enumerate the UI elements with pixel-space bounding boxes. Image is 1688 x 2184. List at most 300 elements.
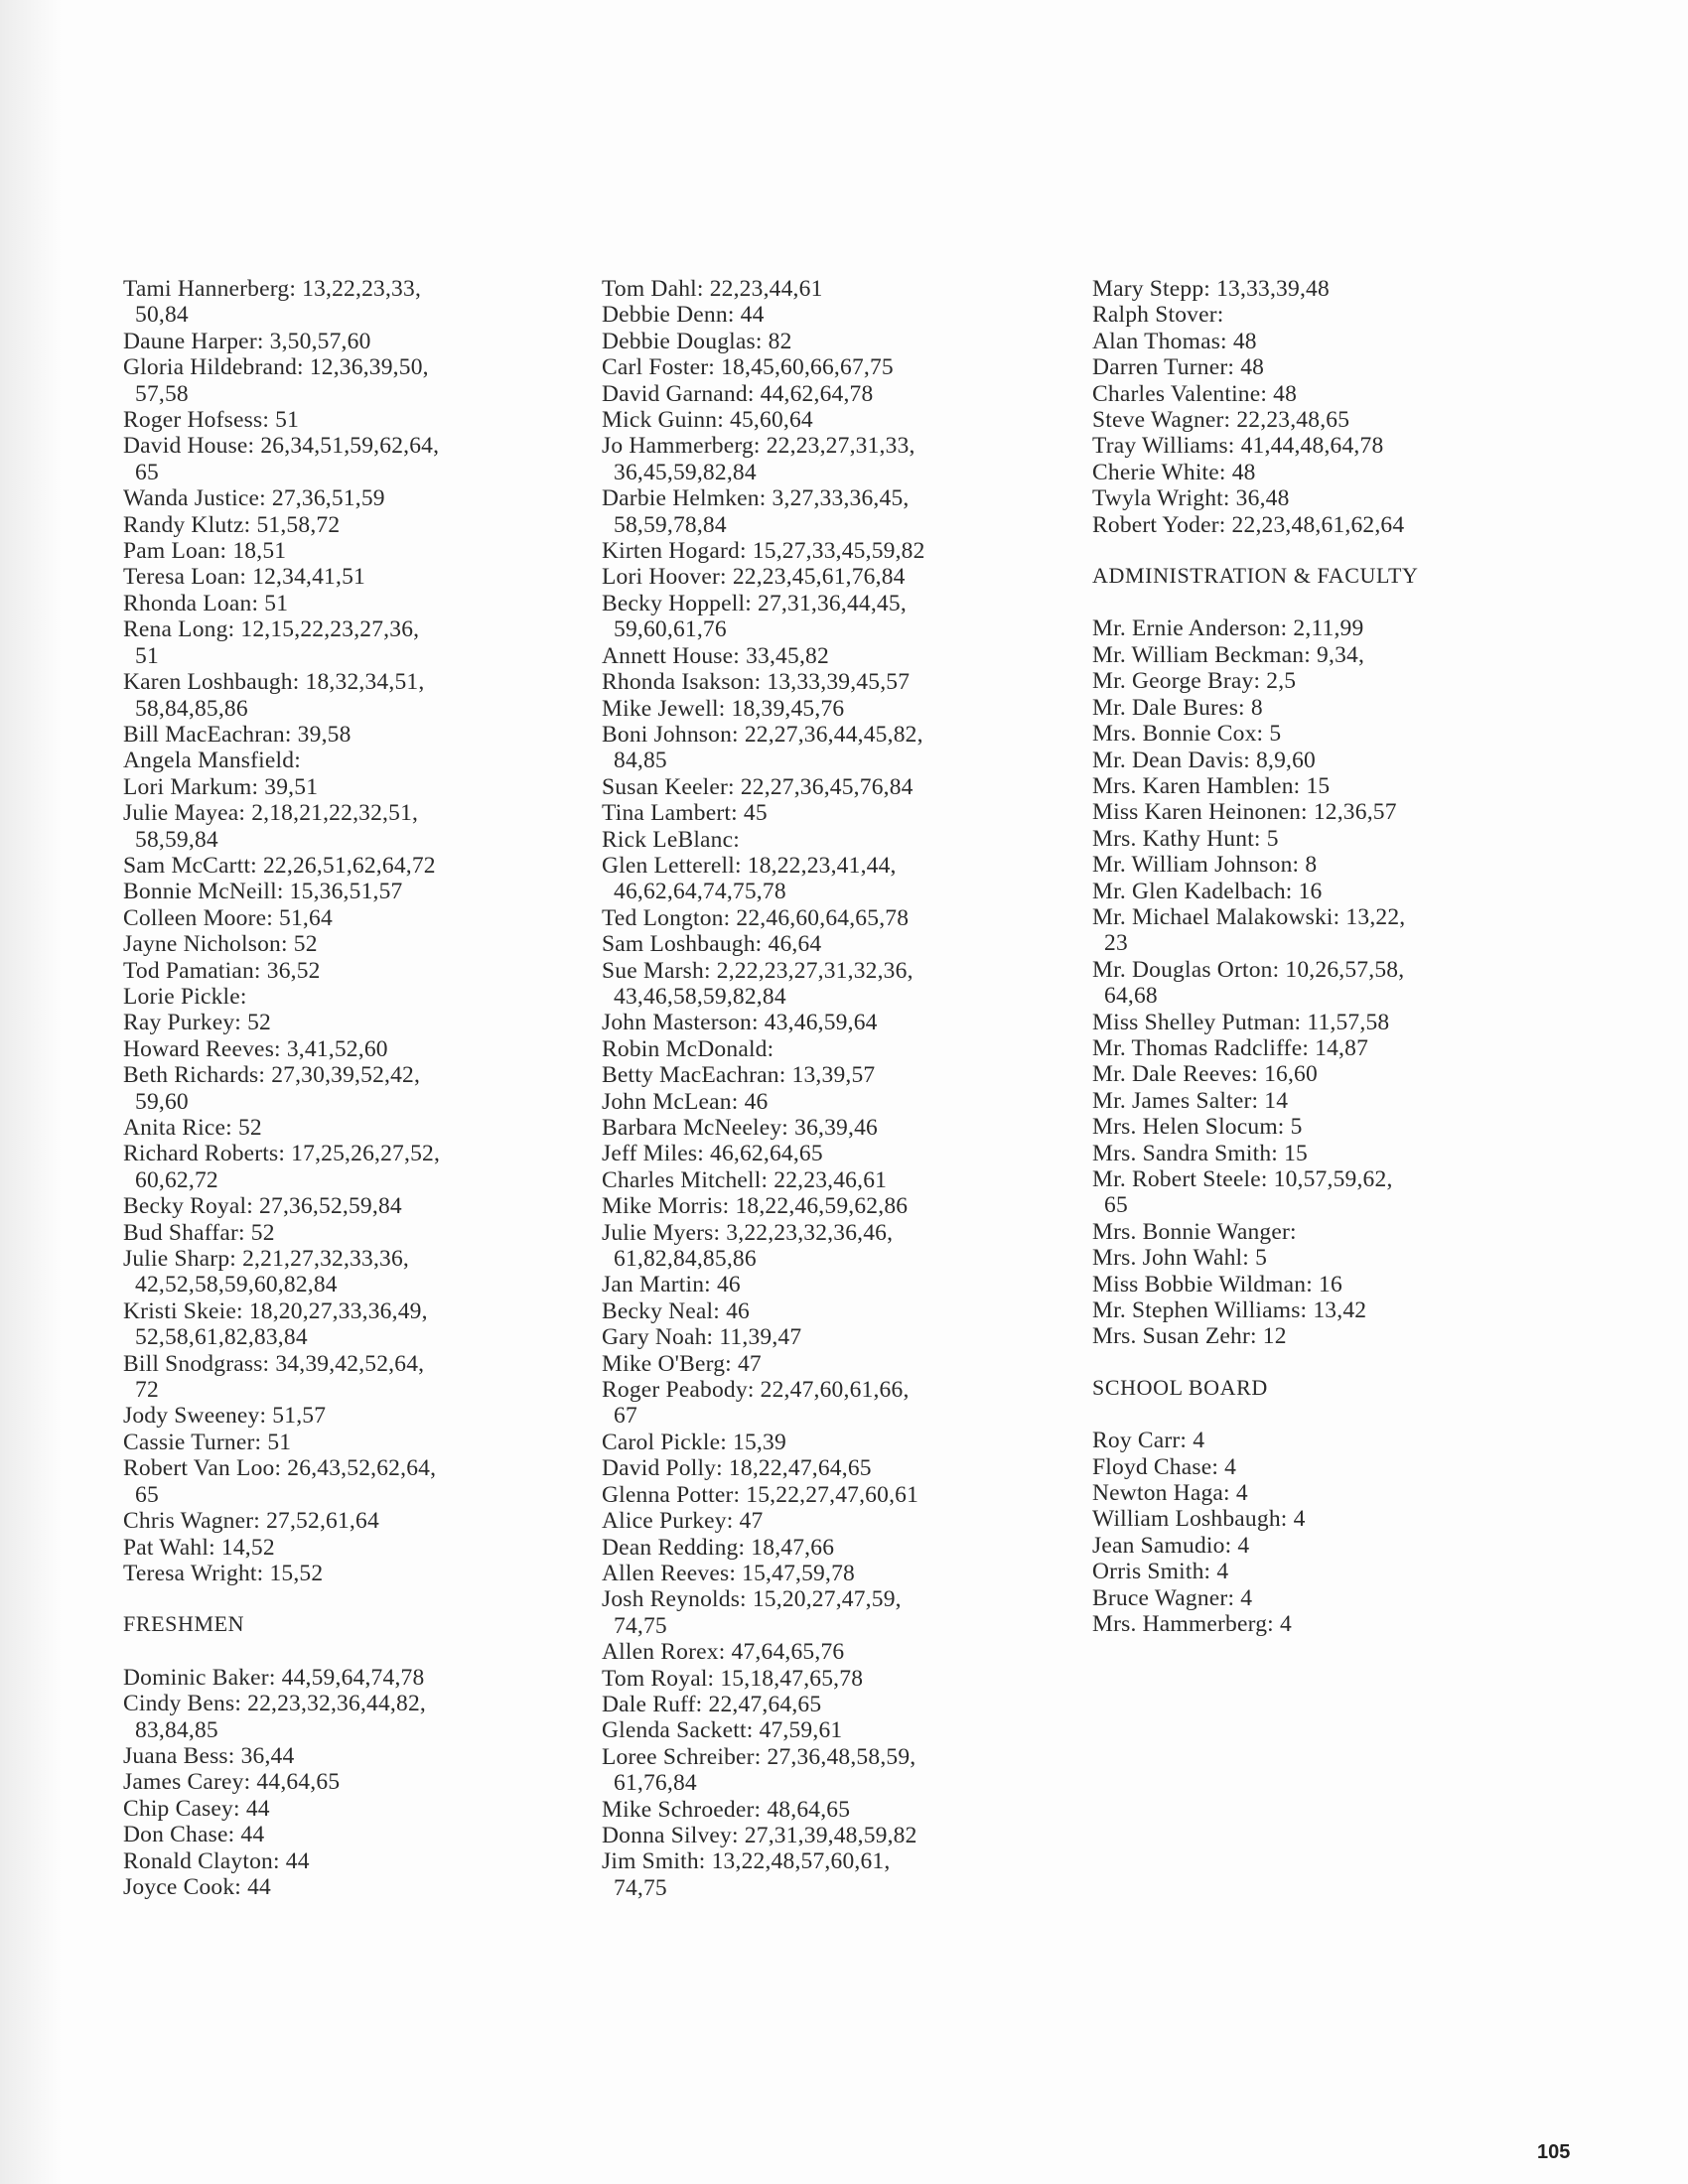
entry-line: Ronald Clayton: 44 xyxy=(123,1847,310,1874)
entry-line: Jody Sweeney: 51,57 xyxy=(123,1403,327,1430)
entry-line: John Masterson: 43,46,59,64 xyxy=(602,1010,878,1036)
entry-line: Jo Hammerberg: 22,23,27,31,33, xyxy=(602,433,915,460)
index-entry xyxy=(602,905,1068,931)
entry-line: Rick LeBlanc: xyxy=(602,826,740,853)
entry-line: Loree Schreiber: 27,36,48,58,59, xyxy=(602,1743,916,1770)
entry-line: Pat Wahl: 14,52 xyxy=(123,1534,275,1561)
entry-continuation: 74,75 xyxy=(614,1874,667,1901)
index-entry xyxy=(602,1455,1068,1481)
index-entry xyxy=(602,958,1068,1011)
entry-line: Bruce Wagner: 4 xyxy=(1092,1584,1253,1611)
index-entry xyxy=(1092,302,1549,328)
index-entry xyxy=(123,485,590,511)
entry-line: Mr. William Beckman: 9,34, xyxy=(1092,641,1365,668)
entry-line: Tina Lambert: 45 xyxy=(602,800,768,827)
entry-line: Tray Williams: 41,44,48,64,78 xyxy=(1092,433,1384,460)
entry-line: Jeff Miles: 46,62,64,65 xyxy=(602,1141,823,1167)
entry-line: Mr. Michael Malakowski: 13,22, xyxy=(1092,903,1406,930)
entry-line: James Carey: 44,64,65 xyxy=(123,1769,341,1796)
entry-continuation: 65 xyxy=(135,1481,159,1508)
index-entry xyxy=(602,1586,1068,1639)
entry-line: Sam Loshbaugh: 46,64 xyxy=(602,931,822,958)
entry-line: Mr. William Johnson: 8 xyxy=(1092,852,1318,879)
index-entry xyxy=(1092,407,1549,433)
index-entry xyxy=(123,931,590,957)
index-entry xyxy=(1092,1297,1549,1323)
entry-line: Mr. Douglas Orton: 10,26,57,58, xyxy=(1092,956,1405,983)
index-entry xyxy=(1092,799,1549,825)
index-entry xyxy=(123,958,590,984)
index-entry xyxy=(1092,1114,1549,1140)
entry-line: Steve Wagner: 22,23,48,65 xyxy=(1092,407,1350,434)
index-entry xyxy=(123,722,590,748)
entry-line: Mrs. Helen Slocum: 5 xyxy=(1092,1114,1303,1141)
entry-line: Mike Morris: 18,22,46,59,62,86 xyxy=(602,1193,909,1220)
index-entry xyxy=(602,800,1068,826)
index-entry xyxy=(602,774,1068,800)
index-entry xyxy=(602,1272,1068,1297)
entry-line: Angela Mansfield: xyxy=(123,748,301,774)
entry-line: Mike O'Berg: 47 xyxy=(602,1350,762,1377)
entry-line: Mike Jewell: 18,39,45,76 xyxy=(602,695,845,722)
entry-line: Rena Long: 12,15,22,23,27,36, xyxy=(123,616,420,643)
index-entry xyxy=(123,616,590,669)
entry-line: Newton Haga: 4 xyxy=(1092,1480,1248,1507)
entry-line: Sam McCartt: 22,26,51,62,64,72 xyxy=(123,852,436,879)
entry-line: Mr. George Bray: 2,5 xyxy=(1092,668,1297,695)
index-entry xyxy=(123,905,590,931)
entry-line: Mr. Dean Davis: 8,9,60 xyxy=(1092,747,1317,773)
index-entry xyxy=(123,512,590,538)
entry-line: David House: 26,34,51,59,62,64, xyxy=(123,433,440,460)
entry-line: Tom Royal: 15,18,47,65,78 xyxy=(602,1665,864,1692)
index-entry xyxy=(1092,512,1549,538)
index-entry xyxy=(123,538,590,564)
index-entry xyxy=(1092,826,1549,852)
entry-line: Bud Shaffar: 52 xyxy=(123,1219,275,1246)
entry-line: Beth Richards: 27,30,39,52,42, xyxy=(123,1062,421,1089)
entry-line: Debbie Douglas: 82 xyxy=(602,328,792,354)
entry-line: Kristi Skeie: 18,20,27,33,36,49, xyxy=(123,1297,428,1324)
entry-line: Mike Schroeder: 48,64,65 xyxy=(602,1796,851,1823)
entry-line: Glenna Potter: 15,22,27,47,60,61 xyxy=(602,1481,919,1508)
entry-line: Julie Mayea: 2,18,21,22,32,51, xyxy=(123,800,419,827)
index-entry xyxy=(602,1692,1068,1717)
entry-continuation: 60,62,72 xyxy=(135,1166,218,1193)
entry-line: Randy Klutz: 51,58,72 xyxy=(123,511,341,538)
index-entry xyxy=(1092,460,1549,485)
index-column-3 xyxy=(1092,276,1549,1638)
index-entry xyxy=(602,1351,1068,1377)
entry-line: Kirten Hogard: 15,27,33,45,59,82 xyxy=(602,538,925,565)
index-entry xyxy=(1092,1219,1549,1245)
index-entry xyxy=(123,591,590,616)
index-entry xyxy=(602,538,1068,564)
index-entry xyxy=(1092,1010,1549,1035)
entry-line: Anita Rice: 52 xyxy=(123,1115,262,1141)
section-heading: ADMINISTRATION & FACULTY xyxy=(1092,563,1419,589)
index-entry xyxy=(602,1508,1068,1534)
index-entry xyxy=(602,433,1068,485)
index-entry xyxy=(1092,1533,1549,1559)
index-entry xyxy=(1092,1506,1549,1532)
entry-line: Debbie Denn: 44 xyxy=(602,302,765,329)
index-entry xyxy=(123,1455,590,1508)
entry-line: Sue Marsh: 2,22,23,27,31,32,36, xyxy=(602,957,914,984)
entry-line: Mrs. Sandra Smith: 15 xyxy=(1092,1140,1309,1166)
entry-line: Mr. Ernie Anderson: 2,11,99 xyxy=(1092,615,1364,642)
entry-line: Wanda Justice: 27,36,51,59 xyxy=(123,485,385,512)
index-entry xyxy=(1092,695,1549,721)
index-entry xyxy=(602,1193,1068,1219)
entry-line: Bonnie McNeill: 15,36,51,57 xyxy=(123,879,403,905)
index-entry xyxy=(123,1403,590,1429)
entry-continuation: 83,84,85 xyxy=(135,1716,218,1743)
entry-line: Mr. Robert Steele: 10,57,59,62, xyxy=(1092,1166,1393,1192)
index-entry xyxy=(123,1246,590,1298)
index-entry xyxy=(123,407,590,433)
entry-line: Roger Hofsess: 51 xyxy=(123,407,300,434)
index-entry xyxy=(123,1141,590,1193)
index-entry xyxy=(123,1508,590,1534)
index-entry xyxy=(123,774,590,800)
index-entry xyxy=(602,1823,1068,1848)
entry-line: Bill MacEachran: 39,58 xyxy=(123,721,352,748)
index-entry xyxy=(602,1115,1068,1141)
index-entry xyxy=(1092,1585,1549,1611)
index-entry xyxy=(602,853,1068,905)
entry-continuation: 52,58,61,82,83,84 xyxy=(135,1324,308,1351)
index-entry xyxy=(602,1639,1068,1665)
index-entry xyxy=(123,1115,590,1141)
entry-line: Mrs. Susan Zehr: 12 xyxy=(1092,1323,1287,1350)
index-entry xyxy=(123,853,590,879)
index-entry xyxy=(602,329,1068,354)
entry-continuation: 65 xyxy=(1104,1192,1128,1219)
entry-line: Mr. Dale Reeves: 16,60 xyxy=(1092,1061,1318,1088)
index-entry xyxy=(123,1796,590,1822)
entry-line: Robert Van Loo: 26,43,52,62,64, xyxy=(123,1455,437,1482)
entry-line: Ted Longton: 22,46,60,64,65,78 xyxy=(602,904,910,931)
entry-line: Donna Silvey: 27,31,39,48,59,82 xyxy=(602,1822,917,1848)
index-entry xyxy=(1092,1323,1549,1349)
index-entry xyxy=(123,1665,590,1691)
entry-line: Mr. Thomas Radcliffe: 14,87 xyxy=(1092,1034,1369,1061)
index-column-2 xyxy=(602,276,1068,1901)
entry-line: Glen Letterell: 18,22,23,41,44, xyxy=(602,852,897,879)
index-entry xyxy=(602,302,1068,328)
index-entry xyxy=(1092,1061,1549,1087)
entry-line: Becky Hoppell: 27,31,36,44,45, xyxy=(602,590,907,616)
entry-line: David Polly: 18,22,47,64,65 xyxy=(602,1455,872,1482)
entry-line: Charles Valentine: 48 xyxy=(1092,380,1298,407)
index-entry xyxy=(123,1036,590,1062)
entry-line: Roger Peabody: 22,47,60,61,66, xyxy=(602,1377,910,1404)
entry-line: Don Chase: 44 xyxy=(123,1822,265,1848)
entry-line: Darren Turner: 48 xyxy=(1092,354,1265,381)
entry-line: Miss Karen Heinonen: 12,36,57 xyxy=(1092,799,1397,826)
entry-line: Mrs. John Wahl: 5 xyxy=(1092,1245,1268,1272)
index-entry xyxy=(602,407,1068,433)
entry-continuation: 61,82,84,85,86 xyxy=(614,1246,757,1273)
entry-line: Betty MacEachran: 13,39,57 xyxy=(602,1062,876,1089)
section-heading: SCHOOL BOARD xyxy=(1092,1374,1268,1400)
entry-line: Lori Markum: 39,51 xyxy=(123,773,319,800)
index-entry xyxy=(1092,1428,1549,1453)
index-entry xyxy=(602,381,1068,407)
index-entry xyxy=(1092,615,1549,641)
section-heading: FRESHMEN xyxy=(123,1611,245,1637)
entry-line: Jean Samudio: 4 xyxy=(1092,1532,1250,1559)
entry-line: Mrs. Bonnie Cox: 5 xyxy=(1092,721,1282,748)
index-entry xyxy=(1092,721,1549,747)
entry-continuation: 72 xyxy=(135,1377,159,1404)
index-entry xyxy=(602,1010,1068,1035)
entry-line: Tod Pamatian: 36,52 xyxy=(123,957,321,984)
index-entry xyxy=(1092,276,1549,302)
entry-line: Howard Reeves: 3,41,52,60 xyxy=(123,1035,388,1062)
entry-line: Rhonda Isakson: 13,33,39,45,57 xyxy=(602,669,911,696)
entry-line: Chip Casey: 44 xyxy=(123,1795,270,1822)
entry-line: Chris Wagner: 27,52,61,64 xyxy=(123,1508,379,1535)
index-entry xyxy=(602,276,1068,302)
index-entry xyxy=(1092,957,1549,1010)
entry-line: Darbie Helmken: 3,27,33,36,45, xyxy=(602,485,910,512)
entry-line: Julie Myers: 3,22,23,32,36,46, xyxy=(602,1219,894,1246)
index-entry xyxy=(602,1717,1068,1743)
entry-line: Richard Roberts: 17,25,26,27,52, xyxy=(123,1141,441,1167)
page-number: 105 xyxy=(1537,2141,1571,2163)
index-entry xyxy=(123,1430,590,1455)
entry-line: Twyla Wright: 36,48 xyxy=(1092,485,1290,512)
index-entry xyxy=(1092,904,1549,957)
entry-line: Cherie White: 48 xyxy=(1092,459,1256,485)
index-entry xyxy=(123,1691,590,1743)
entry-continuation: 59,60 xyxy=(135,1088,189,1115)
entry-line: Mr. Stephen Williams: 13,42 xyxy=(1092,1297,1367,1324)
entry-line: Carol Pickle: 15,39 xyxy=(602,1429,786,1455)
entry-continuation: 58,59,78,84 xyxy=(614,511,727,538)
entry-line: Roy Carr: 4 xyxy=(1092,1428,1205,1454)
index-entry xyxy=(1092,773,1549,799)
index-entry xyxy=(602,564,1068,590)
index-entry xyxy=(1092,1272,1549,1297)
entry-continuation: 74,75 xyxy=(614,1612,667,1639)
entry-line: Mrs. Karen Hamblen: 15 xyxy=(1092,772,1331,799)
entry-line: Colleen Moore: 51,64 xyxy=(123,904,333,931)
entry-continuation: 23 xyxy=(1104,930,1128,957)
entry-line: David Garnand: 44,62,64,78 xyxy=(602,380,874,407)
entry-line: Dale Ruff: 22,47,64,65 xyxy=(602,1691,822,1717)
entry-line: Mrs. Hammerberg: 4 xyxy=(1092,1611,1292,1638)
index-entry xyxy=(602,1535,1068,1561)
index-entry xyxy=(1092,668,1549,694)
index-entry xyxy=(1092,1480,1549,1506)
entry-continuation: 43,46,58,59,82,84 xyxy=(614,983,786,1010)
scan-shadow xyxy=(0,0,62,2184)
entry-line: Julie Sharp: 2,21,27,32,33,36, xyxy=(123,1246,409,1273)
index-entry xyxy=(1092,1611,1549,1637)
entry-line: Miss Shelley Putman: 11,57,58 xyxy=(1092,1009,1390,1035)
entry-line: Orris Smith: 4 xyxy=(1092,1559,1229,1585)
index-entry xyxy=(1092,485,1549,511)
index-entry xyxy=(123,1220,590,1246)
index-entry xyxy=(123,1535,590,1561)
entry-line: Robert Yoder: 22,23,48,61,62,64 xyxy=(1092,511,1405,538)
entry-line: Boni Johnson: 22,27,36,44,45,82, xyxy=(602,721,923,748)
entry-line: Carl Foster: 18,45,60,66,67,75 xyxy=(602,354,894,381)
index-entry xyxy=(602,1220,1068,1273)
entry-line: William Loshbaugh: 4 xyxy=(1092,1506,1306,1533)
index-entry xyxy=(123,276,590,329)
index-entry xyxy=(602,827,1068,853)
index-entry xyxy=(123,1848,590,1874)
index-entry xyxy=(602,485,1068,538)
entry-line: Becky Neal: 46 xyxy=(602,1297,750,1324)
entry-line: Gloria Hildebrand: 12,36,39,50, xyxy=(123,354,429,381)
index-entry xyxy=(602,1848,1068,1901)
index-entry xyxy=(602,696,1068,722)
entry-line: Cindy Bens: 22,23,32,36,44,82, xyxy=(123,1691,426,1717)
index-entry xyxy=(123,433,590,485)
entry-line: Karen Loshbaugh: 18,32,34,51, xyxy=(123,669,425,696)
entry-line: Mr. Dale Bures: 8 xyxy=(1092,694,1263,721)
entry-line: Teresa Loan: 12,34,41,51 xyxy=(123,564,365,591)
index-entry xyxy=(1092,354,1549,380)
index-entry xyxy=(602,1797,1068,1823)
index-entry xyxy=(602,1167,1068,1193)
entry-line: Jayne Nicholson: 52 xyxy=(123,931,318,958)
entry-line: Rhonda Loan: 51 xyxy=(123,590,289,616)
index-entry xyxy=(602,591,1068,643)
index-entry xyxy=(123,1822,590,1847)
entry-line: Glenda Sackett: 47,59,61 xyxy=(602,1717,843,1744)
index-entry xyxy=(1092,381,1549,407)
entry-line: Dominic Baker: 44,59,64,74,78 xyxy=(123,1664,425,1691)
entry-line: Dean Redding: 18,47,66 xyxy=(602,1534,835,1561)
index-entry xyxy=(123,984,590,1010)
index-entry xyxy=(1092,1035,1549,1061)
entry-line: Gary Noah: 11,39,47 xyxy=(602,1324,802,1351)
entry-line: Ralph Stover: xyxy=(1092,302,1224,329)
entry-continuation: 59,60,61,76 xyxy=(614,616,727,643)
index-entry xyxy=(1092,852,1549,878)
index-entry xyxy=(602,669,1068,695)
entry-line: John McLean: 46 xyxy=(602,1088,769,1115)
entry-line: Bill Snodgrass: 34,39,42,52,64, xyxy=(123,1350,425,1377)
index-entry xyxy=(1092,1245,1549,1271)
index-entry xyxy=(602,354,1068,380)
index-entry xyxy=(602,1062,1068,1088)
index-entry xyxy=(123,1769,590,1795)
index-entry xyxy=(123,748,590,773)
index-entry xyxy=(123,564,590,590)
index-entry xyxy=(602,931,1068,957)
index-entry xyxy=(123,1874,590,1900)
index-entry xyxy=(123,329,590,354)
entry-line: Daune Harper: 3,50,57,60 xyxy=(123,328,371,354)
entry-line: Allen Rorex: 47,64,65,76 xyxy=(602,1639,845,1666)
index-entry xyxy=(602,643,1068,669)
index-entry xyxy=(123,1561,590,1586)
entry-continuation: 36,45,59,82,84 xyxy=(614,459,757,485)
entry-line: Lori Hoover: 22,23,45,61,76,84 xyxy=(602,564,906,591)
entry-line: Ray Purkey: 52 xyxy=(123,1010,272,1036)
index-entry xyxy=(602,1744,1068,1797)
entry-line: Joyce Cook: 44 xyxy=(123,1873,272,1900)
entry-line: Lorie Pickle: xyxy=(123,983,247,1010)
entry-line: Teresa Wright: 15,52 xyxy=(123,1560,324,1586)
index-entry xyxy=(1092,879,1549,904)
index-entry xyxy=(1092,748,1549,773)
index-entry xyxy=(602,1141,1068,1166)
entry-line: Floyd Chase: 4 xyxy=(1092,1453,1237,1480)
index-entry xyxy=(123,1193,590,1219)
entry-line: Tom Dahl: 22,23,44,61 xyxy=(602,276,823,302)
entry-continuation: 58,84,85,86 xyxy=(135,695,248,722)
entry-line: Cassie Turner: 51 xyxy=(123,1429,292,1455)
entry-line: Barbara McNeeley: 36,39,46 xyxy=(602,1115,878,1141)
entry-continuation: 50,84 xyxy=(135,302,189,329)
index-entry xyxy=(1092,1454,1549,1480)
entry-line: Alice Purkey: 47 xyxy=(602,1508,764,1535)
entry-line: Mr. Glen Kadelbach: 16 xyxy=(1092,878,1323,904)
entry-line: Annett House: 33,45,82 xyxy=(602,642,829,669)
entry-continuation: 57,58 xyxy=(135,380,189,407)
entry-line: Mrs. Kathy Hunt: 5 xyxy=(1092,825,1279,852)
index-entry xyxy=(602,1430,1068,1455)
index-entry xyxy=(1092,1166,1549,1219)
entry-continuation: 64,68 xyxy=(1104,983,1158,1010)
entry-line: Jim Smith: 13,22,48,57,60,61, xyxy=(602,1848,891,1875)
entry-line: Mary Stepp: 13,33,39,48 xyxy=(1092,276,1330,302)
entry-line: Jan Martin: 46 xyxy=(602,1272,741,1298)
entry-line: Mick Guinn: 45,60,64 xyxy=(602,407,813,434)
index-entry xyxy=(1092,1088,1549,1114)
index-entry xyxy=(602,722,1068,774)
entry-continuation: 58,59,84 xyxy=(135,826,218,853)
index-entry xyxy=(602,1324,1068,1350)
index-entry xyxy=(602,1298,1068,1324)
entry-continuation: 65 xyxy=(135,459,159,485)
entry-line: Becky Royal: 27,36,52,59,84 xyxy=(123,1193,402,1220)
index-entry xyxy=(123,1743,590,1769)
entry-continuation: 67 xyxy=(614,1403,637,1430)
entry-continuation: 61,76,84 xyxy=(614,1770,697,1797)
entry-continuation: 42,52,58,59,60,82,84 xyxy=(135,1272,338,1298)
entry-line: Tami Hannerberg: 13,22,23,33, xyxy=(123,276,422,302)
entry-line: Pam Loan: 18,51 xyxy=(123,538,287,565)
index-entry xyxy=(123,1298,590,1351)
index-entry xyxy=(123,800,590,853)
index-entry xyxy=(1092,329,1549,354)
index-entry xyxy=(1092,433,1549,459)
entry-continuation: 51 xyxy=(135,642,159,669)
index-entry xyxy=(123,879,590,904)
entry-continuation: 46,62,64,74,75,78 xyxy=(614,879,786,905)
entry-line: Miss Bobbie Wildman: 16 xyxy=(1092,1271,1342,1297)
entry-line: Allen Reeves: 15,47,59,78 xyxy=(602,1560,855,1586)
index-entry xyxy=(602,1089,1068,1115)
index-entry xyxy=(123,1062,590,1115)
entry-line: Charles Mitchell: 22,23,46,61 xyxy=(602,1166,888,1193)
entry-line: Josh Reynolds: 15,20,27,47,59, xyxy=(602,1586,902,1613)
index-entry xyxy=(123,1010,590,1035)
index-entry xyxy=(602,1666,1068,1692)
entry-line: Susan Keeler: 22,27,36,45,76,84 xyxy=(602,773,914,800)
entry-line: Robin McDonald: xyxy=(602,1035,774,1062)
index-entry xyxy=(1092,1141,1549,1166)
